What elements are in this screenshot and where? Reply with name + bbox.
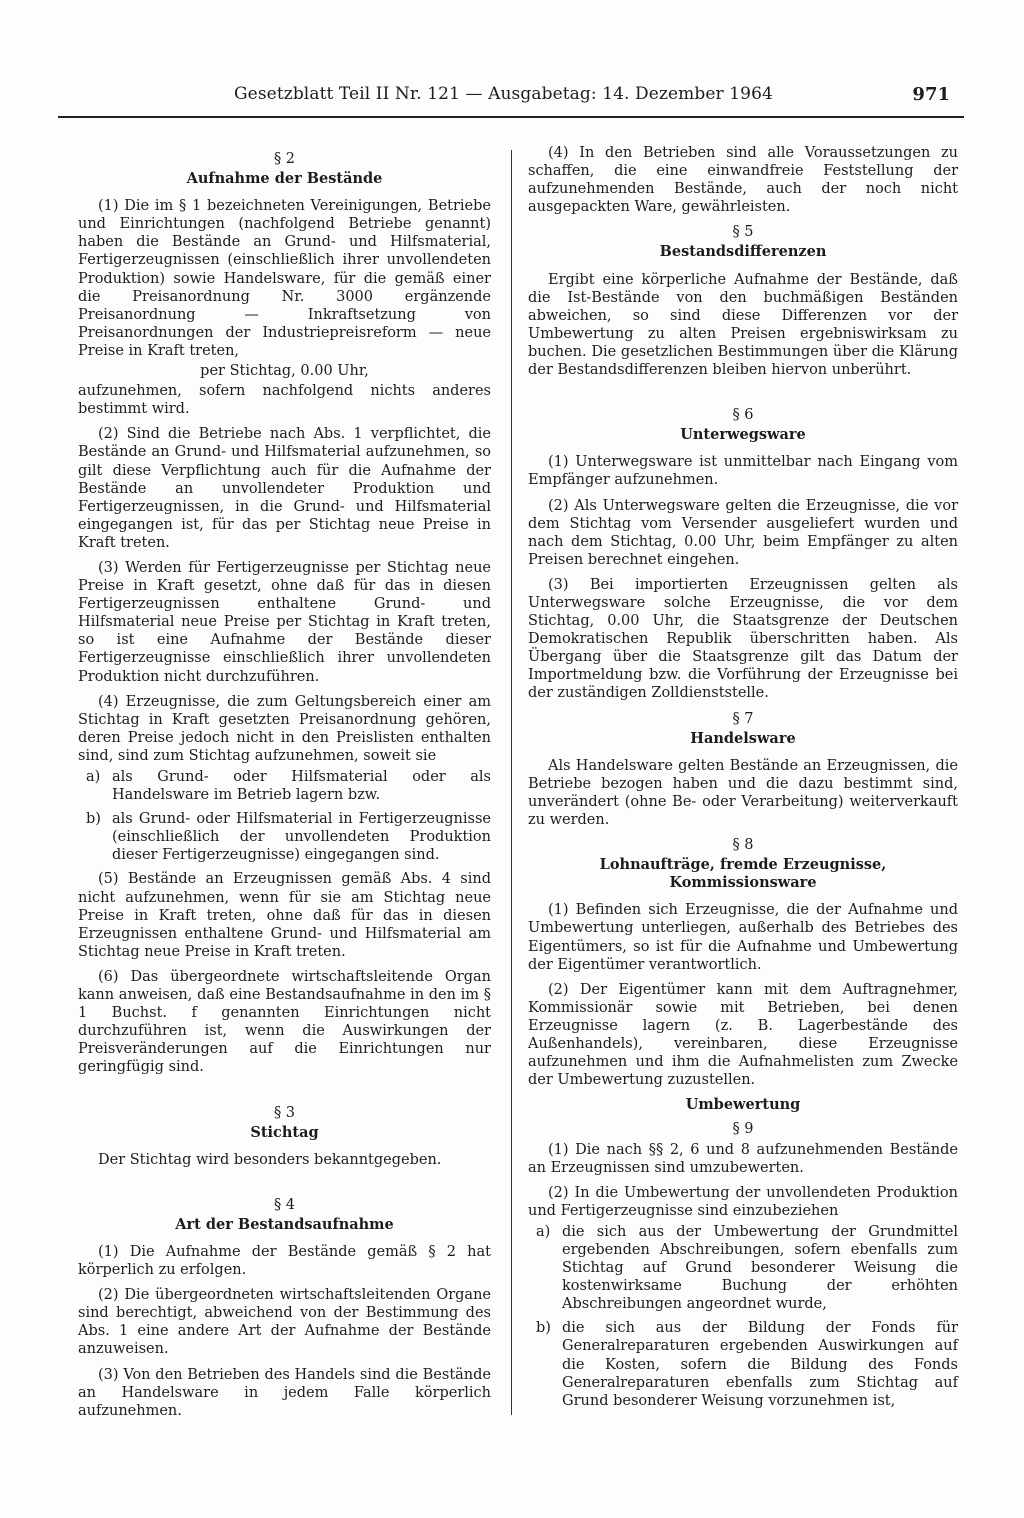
paragraph: (3) Bei importierten Erzeugnissen gelten als Unterwegsware solche Erzeugnisse, die vor dem Stichtag, 0.00 Uhr, die Staatsgrenze der Deutschen Demokratischen Republik überschritten haben. Als Übergang über die Staatsgrenze gilt das Datum der Importmeldung bzw. die Vorführung der Erzeugnisse bei der zuständigen Zolldienststelle. [528, 576, 958, 702]
paragraph-centered: per Stichtag, 0.00 Uhr, [200, 363, 369, 380]
paragraph: (2) Die übergeordneten wirtschaftsleitenden Organe sind berechtigt, abweichend von der Bestimmung des Abs. 1 eine andere Art der Aufnahme der Bestände anzuweisen. [78, 1287, 491, 1358]
right-column [528, 144, 958, 1416]
paragraph: (6) Das übergeordnete wirtschaftsleitende Organ kann anweisen, daß eine Bestandsaufnahme in den im § 1 Buchst. f genannten Einrichtungen nicht durchzuführen ist, wenn die Auswirkungen der Preisveränderungen auf die Einrichtungen nur geringfügig sind. [78, 968, 491, 1076]
header-rule [58, 116, 964, 118]
list-item-text: als Grund- oder Hilfsmaterial in Fertigerzeugnisse (einschließlich der unvollendeten Produktion dieser Fertigerzeugnisse) eingegangen sind. [112, 811, 491, 864]
section-number: § 5 [732, 224, 754, 241]
paragraph: (1) Die im § 1 bezeichneten Vereinigungen, Betriebe und Einrichtungen (nachfolgend Betriebe genannt) haben die Bestände an Grund- und Hilfsmaterial, Fertigerzeugnissen (einschließlich ihrer unvollendeten Produktion) sowie Handelsware, für die gemäß einer die Preisanordnung Nr. 3000 ergänzende Preisanordnung — Inkraftsetzung von Preisanordnungen der Industriepreisreform — neue Preise in Kraft treten, [78, 198, 491, 359]
paragraph: (2) In die Umbewertung der unvollendeten Produktion und Fertigerzeugnisse sind einzubeziehen [528, 1184, 958, 1219]
paragraph: (3) Von den Betrieben des Handels sind die Bestände an Handelsware in jedem Falle körperlich aufzunehmen. [78, 1366, 491, 1419]
left-column [78, 144, 491, 1427]
column-divider [511, 150, 512, 1415]
list-item-label: a) [536, 1223, 551, 1240]
section-heading: Lohnaufträge, fremde Erzeugnisse, Kommissionsware [599, 856, 887, 892]
paragraph: (5) Bestände an Erzeugnissen gemäß Abs. 4 sind nicht aufzunehmen, wenn für sie am Stichtag neue Preise in Kraft treten, ohne daß für das in diesen Erzeugnissen enthaltene Grund- und Hilfsmaterial am Stichtag neue Preise in Kraft treten. [78, 871, 491, 960]
paragraph: Der Stichtag wird besonders bekanntgegeben. [98, 1151, 442, 1168]
section-number: § 2 [273, 151, 296, 167]
section-heading: Stichtag [250, 1123, 319, 1141]
section-heading: Handelsware [690, 729, 796, 747]
list-item-label: a) [86, 769, 101, 785]
section-number: § 9 [732, 1121, 754, 1138]
list-item-text: die sich aus der Bildung der Fonds für Generalreparaturen ergebenden Auswirkungen auf die Kosten, sofern die Bildung des Fonds Generalreparaturen ebenfalls zum Stichtag auf Grund besonderer Weisung vorzunehmen ist, [562, 1320, 958, 1409]
list-item [78, 768, 491, 804]
section-heading: Unterwegsware [680, 426, 806, 444]
paragraph: (1) Die nach §§ 2, 6 und 8 aufzunehmenden Bestände an Erzeugnissen sind umzubewerten. [528, 1141, 958, 1176]
group-heading: Umbewertung [685, 1096, 801, 1114]
paragraph: (4) In den Betrieben sind alle Voraussetzungen zu schaffen, die eine einwandfreie Feststellung der aufzunehmenden Bestände, auch der noch nicht ausgepackten Ware, gewährleisten. [528, 145, 958, 216]
section-number: § 6 [732, 407, 754, 424]
section-number: § 7 [732, 710, 754, 727]
section-number: § 4 [273, 1196, 296, 1213]
list-item-label: b) [536, 1320, 551, 1337]
paragraph: (3) Werden für Fertigerzeugnisse per Stichtag neue Preise in Kraft gesetzt, ohne daß für das in diesen Fertigerzeugnissen enthaltene Grund- und Hilfsmaterial neue Preise per Stichtag in Kraft treten, so ist eine Aufnahme der Bestände dieser Fertigerzeugnisse einschließlich ihrer unvollendeten Produktion nicht durchzuführen. [78, 559, 491, 685]
paragraph: (1) Unterwegsware ist unmittelbar nach Eingang vom Empfänger aufzunehmen. [528, 454, 958, 489]
paragraph: (2) Der Eigentümer kann mit dem Auftragnehmer, Kommissionär sowie mit Betrieben, bei denen Erzeugnisse lagern (z. B. Lagerbestände des Außenhandels), vereinbaren, diese Erzeugnisse aufzunehmen und ihm die Aufnahmelisten zum Zwecke der Umbewertung zuzustellen. [528, 981, 958, 1089]
paragraph: (2) Als Unterwegsware gelten die Erzeugnisse, die vor dem Stichtag vom Versender ausgeliefert wurden und nach dem Stichtag, 0.00 Uhr, beim Empfänger zu alten Preisen berechnet eingehen. [528, 497, 958, 568]
paragraph: Als Handelsware gelten Bestände an Erzeugnissen, die Betriebe bezogen haben und die dazu bestimmt sind, unverändert (ohne Be- oder Verarbeitung) weiterverkauft zu werden. [528, 757, 958, 828]
paragraph: (4) Erzeugnisse, die zum Geltungsbereich einer am Stichtag in Kraft gesetzten Preisanordnung gehören, deren Preise jedoch nicht in den Preislisten enthalten sind, sind zum Stichtag aufzunehmen, soweit sie [78, 693, 491, 764]
paragraph: Ergibt eine körperliche Aufnahme der Bestände, daß die Ist-Bestände von den buchmäßigen Beständen abweichen, so sind diese Differenzen vor der Umbewertung zu alten Preisen ergebniswirksam zu buchen. Die gesetzlichen Bestimmungen über die Klärung der Bestandsdifferenzen bleiben hiervon unberührt. [528, 271, 958, 379]
paragraph: (1) Die Aufnahme der Bestände gemäß § 2 hat körperlich zu erfolgen. [78, 1243, 491, 1279]
list-item [528, 1223, 958, 1313]
section-heading: Art der Bestandsaufnahme [175, 1215, 394, 1233]
section-heading: Aufnahme der Bestände [186, 170, 383, 188]
paragraph: (1) Befinden sich Erzeugnisse, die der Aufnahme und Umbewertung unterliegen, außerhalb des Betriebes des Eigentümers, so ist für die Aufnahme und Umbewertung der Eigentümer verantwortlich. [528, 902, 958, 973]
list-item [78, 810, 491, 864]
list-item [528, 1319, 958, 1409]
list-item-text: die sich aus der Umbewertung der Grundmittel ergebenden Abschreibungen, sofern ebenfalls zum Stichtag auf Grund besonderer Weisung die kostenwirksame Buchung der erhöhten Abschreibungen angeordnet wurde, [562, 1223, 958, 1313]
list-item-text: als Grund- oder Hilfsmaterial oder als Handelsware im Betrieb lagern bzw. [112, 769, 491, 804]
section-heading: Bestandsdifferenzen [659, 243, 827, 261]
page-header [58, 84, 958, 112]
paragraph: aufzunehmen, sofern nachfolgend nichts anderes bestimmt wird. [78, 383, 491, 418]
header-title: Gesetzblatt Teil II Nr. 121 — Ausgabetag: 14. Dezember 1964 [234, 84, 773, 104]
page-number: 971 [912, 84, 950, 105]
section-number: § 3 [273, 1104, 296, 1121]
list-item-label: b) [86, 811, 101, 828]
paragraph: (2) Sind die Betriebe nach Abs. 1 verpflichtet, die Bestände an Grund- und Hilfsmaterial aufzunehmen, so gilt diese Verpflichtung auch für die Aufnahme der Bestände an unvollendeter Produktion und Fertigerzeugnissen, in die Grund- und Hilfsmaterial eingegangen ist, für das per Stichtag neue Preise in Kraft treten. [78, 426, 491, 551]
section-number: § 8 [732, 837, 754, 854]
